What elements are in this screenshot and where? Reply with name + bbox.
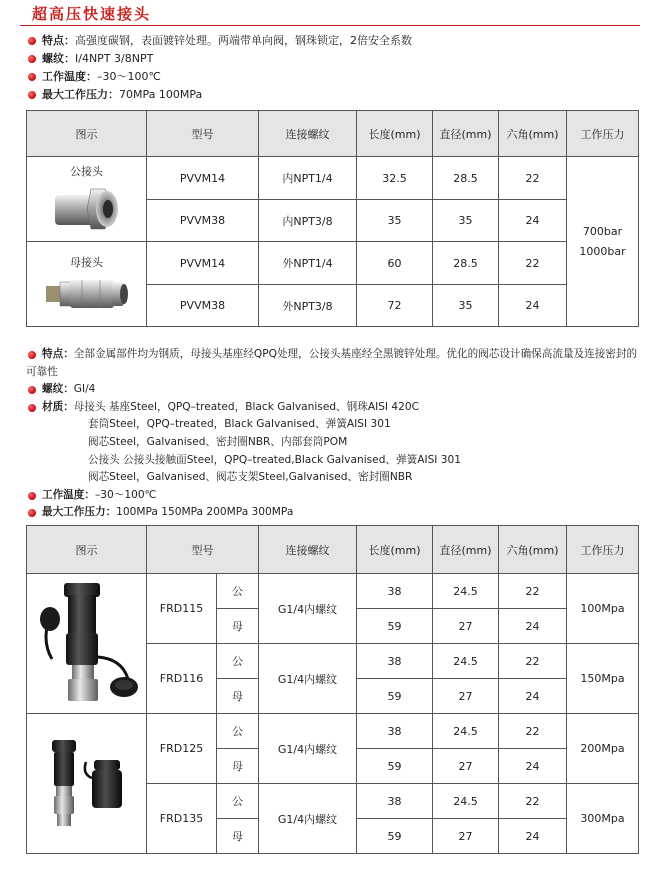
spec-table-2 <box>26 525 639 854</box>
s1-pressure: 最大工作压力：70MPa 100MPa <box>26 86 638 104</box>
pressure-value: 700bar <box>582 224 623 238</box>
header-cell: 直径(mm) <box>433 111 499 157</box>
header-cell: 工作压力 <box>567 526 639 574</box>
thread-cell: G1/4内螺纹 <box>259 714 357 784</box>
length-cell: 72 <box>357 285 433 327</box>
material-line: 公接头 公接头接触面Steel，QPQ–treated,Black Galvanised、弹簧AISI 301 <box>88 453 462 466</box>
model-cell: FRD125 <box>147 714 217 784</box>
title-bar <box>20 4 640 26</box>
thread-cell: 外NPT1/4 <box>259 242 357 285</box>
hex-cell: 24 <box>499 679 567 714</box>
bullet-dot-icon <box>28 55 36 63</box>
gender-cell: 母 <box>217 609 259 644</box>
spec-table-1 <box>26 110 639 327</box>
header-cell: 直径(mm) <box>433 526 499 574</box>
length-cell: 35 <box>357 200 433 242</box>
pressure-value: 1000bar <box>579 244 626 258</box>
header-cell: 图示 <box>27 526 147 574</box>
hex-cell: 24 <box>499 749 567 784</box>
diameter-cell: 24.5 <box>433 784 499 819</box>
diameter-cell: 27 <box>433 819 499 854</box>
header-cell: 连接螺纹 <box>259 111 357 157</box>
hex-cell: 22 <box>499 644 567 679</box>
hex-cell: 24 <box>499 609 567 644</box>
bullet-dot-icon <box>28 91 36 99</box>
hex-cell: 24 <box>499 200 567 242</box>
section1-specs <box>26 32 638 104</box>
thread-cell: G1/4内螺纹 <box>259 574 357 644</box>
diameter-cell: 24.5 <box>433 714 499 749</box>
gender-cell: 母 <box>217 819 259 854</box>
pressure-cell: 200Mpa <box>567 714 639 784</box>
gender-cell: 母 <box>217 749 259 784</box>
bullet-dot-icon <box>28 37 36 45</box>
thread-cell: 外NPT3/8 <box>259 285 357 327</box>
length-cell: 59 <box>357 749 433 784</box>
thread-cell: G1/4内螺纹 <box>259 644 357 714</box>
page-title: 超高压快速接头 <box>32 5 152 23</box>
s2-material: 材质：母接头 基座Steel，QPQ–treated，Black Galvanised、钢珠AISI 420C <box>26 399 638 417</box>
thread-cell: 内NPT3/8 <box>259 200 357 242</box>
header-cell: 长度(mm) <box>357 111 433 157</box>
length-cell: 38 <box>357 714 433 749</box>
diameter-cell: 27 <box>433 749 499 784</box>
model-cell: PVVM14 <box>147 242 259 285</box>
header-cell: 型号 <box>147 111 259 157</box>
hex-cell: 22 <box>499 714 567 749</box>
model-cell: FRD116 <box>147 644 217 714</box>
thread-cell: 内NPT1/4 <box>259 157 357 200</box>
material-line: 套筒Steel，QPQ–treated，Black Galvanised、弹簧AISI 301 <box>88 418 391 431</box>
male-connector-cell <box>27 157 147 242</box>
table-row <box>27 242 639 285</box>
bullet-dot-icon <box>28 509 36 517</box>
bullet-dot-icon <box>28 386 36 394</box>
model-cell: FRD135 <box>147 784 217 854</box>
gender-cell: 公 <box>217 714 259 749</box>
table-row <box>27 157 639 200</box>
bullet-dot-icon <box>28 404 36 412</box>
material-line: 阀芯Steel，Galvanised、密封圈NBR、内部套筒POM <box>88 435 348 448</box>
gender-cell: 公 <box>217 644 259 679</box>
pressure-cell: 100Mpa <box>567 574 639 644</box>
s2-features: 特点：全部金属部件均为钢质，母接头基座经QPQ处理，公接头基座经全黑镀锌处理。优化的阀芯设计确保高流量及连接密封的可靠性 <box>26 348 638 378</box>
length-cell: 59 <box>357 679 433 714</box>
title-underline <box>20 25 640 26</box>
length-cell: 38 <box>357 784 433 819</box>
female-connector-label: 母接头 <box>70 256 103 269</box>
bullet-dot-icon <box>28 73 36 81</box>
gender-cell: 公 <box>217 574 259 609</box>
s1-thread: 螺纹：I/4NPT 3/8NPT <box>26 50 638 68</box>
length-cell: 60 <box>357 242 433 285</box>
model-cell: PVVM14 <box>147 157 259 200</box>
pressure-cell: 150Mpa <box>567 644 639 714</box>
diameter-cell: 24.5 <box>433 574 499 609</box>
diameter-cell: 27 <box>433 609 499 644</box>
s2-pressure: 最大工作压力：100MPa 150MPa 200MPa 300MPa <box>26 504 638 522</box>
model-cell: PVVM38 <box>147 285 259 327</box>
diameter-cell: 35 <box>433 200 499 242</box>
hex-cell: 24 <box>499 819 567 854</box>
header-cell: 工作压力 <box>567 111 639 157</box>
material-line: 阀芯Steel，Galvanised、阀芯支架Steel,Galvanised、密封圈NBR <box>88 471 413 484</box>
diameter-cell: 28.5 <box>433 157 499 200</box>
header-cell: 六角(mm) <box>499 526 567 574</box>
length-cell: 59 <box>357 609 433 644</box>
header-cell: 连接螺纹 <box>259 526 357 574</box>
header-cell: 六角(mm) <box>499 111 567 157</box>
s1-temp: 工作温度：–30～100℃ <box>26 68 638 86</box>
table-row <box>27 574 639 609</box>
diameter-cell: 24.5 <box>433 644 499 679</box>
section2-specs <box>26 346 638 522</box>
header-cell: 图示 <box>27 111 147 157</box>
hex-cell: 22 <box>499 574 567 609</box>
header-cell: 长度(mm) <box>357 526 433 574</box>
frd-large-connector-image <box>32 579 142 709</box>
s1-features: 特点：高强度碳钢，表面镀锌处理。两端带单向阀，钢珠锁定，2倍安全系数 <box>26 32 638 50</box>
gender-cell: 公 <box>217 784 259 819</box>
frd-small-connector-image <box>42 734 132 834</box>
diameter-cell: 28.5 <box>433 242 499 285</box>
male-connector-image <box>47 183 127 235</box>
table-header-row <box>27 111 639 157</box>
table-header-row <box>27 526 639 574</box>
table-row <box>27 714 639 749</box>
length-cell: 32.5 <box>357 157 433 200</box>
male-connector-label: 公接头 <box>70 165 103 178</box>
pressure-cell: 300Mpa <box>567 784 639 854</box>
female-connector-image <box>42 274 132 314</box>
s2-thread: 螺纹：GI/4 <box>26 381 638 399</box>
frd-small-image-cell <box>27 714 147 854</box>
model-cell: FRD115 <box>147 574 217 644</box>
length-cell: 59 <box>357 819 433 854</box>
header-cell: 型号 <box>147 526 259 574</box>
frd-large-image-cell <box>27 574 147 714</box>
hex-cell: 22 <box>499 157 567 200</box>
s2-temp: 工作温度：–30～100℃ <box>26 487 638 505</box>
female-connector-cell <box>27 242 147 327</box>
model-cell: PVVM38 <box>147 200 259 242</box>
hex-cell: 24 <box>499 285 567 327</box>
bullet-dot-icon <box>28 351 36 359</box>
diameter-cell: 35 <box>433 285 499 327</box>
length-cell: 38 <box>357 644 433 679</box>
bullet-dot-icon <box>28 492 36 500</box>
gender-cell: 母 <box>217 679 259 714</box>
diameter-cell: 27 <box>433 679 499 714</box>
hex-cell: 22 <box>499 784 567 819</box>
length-cell: 38 <box>357 574 433 609</box>
pressure-cell <box>567 157 639 327</box>
hex-cell: 22 <box>499 242 567 285</box>
thread-cell: G1/4内螺纹 <box>259 784 357 854</box>
